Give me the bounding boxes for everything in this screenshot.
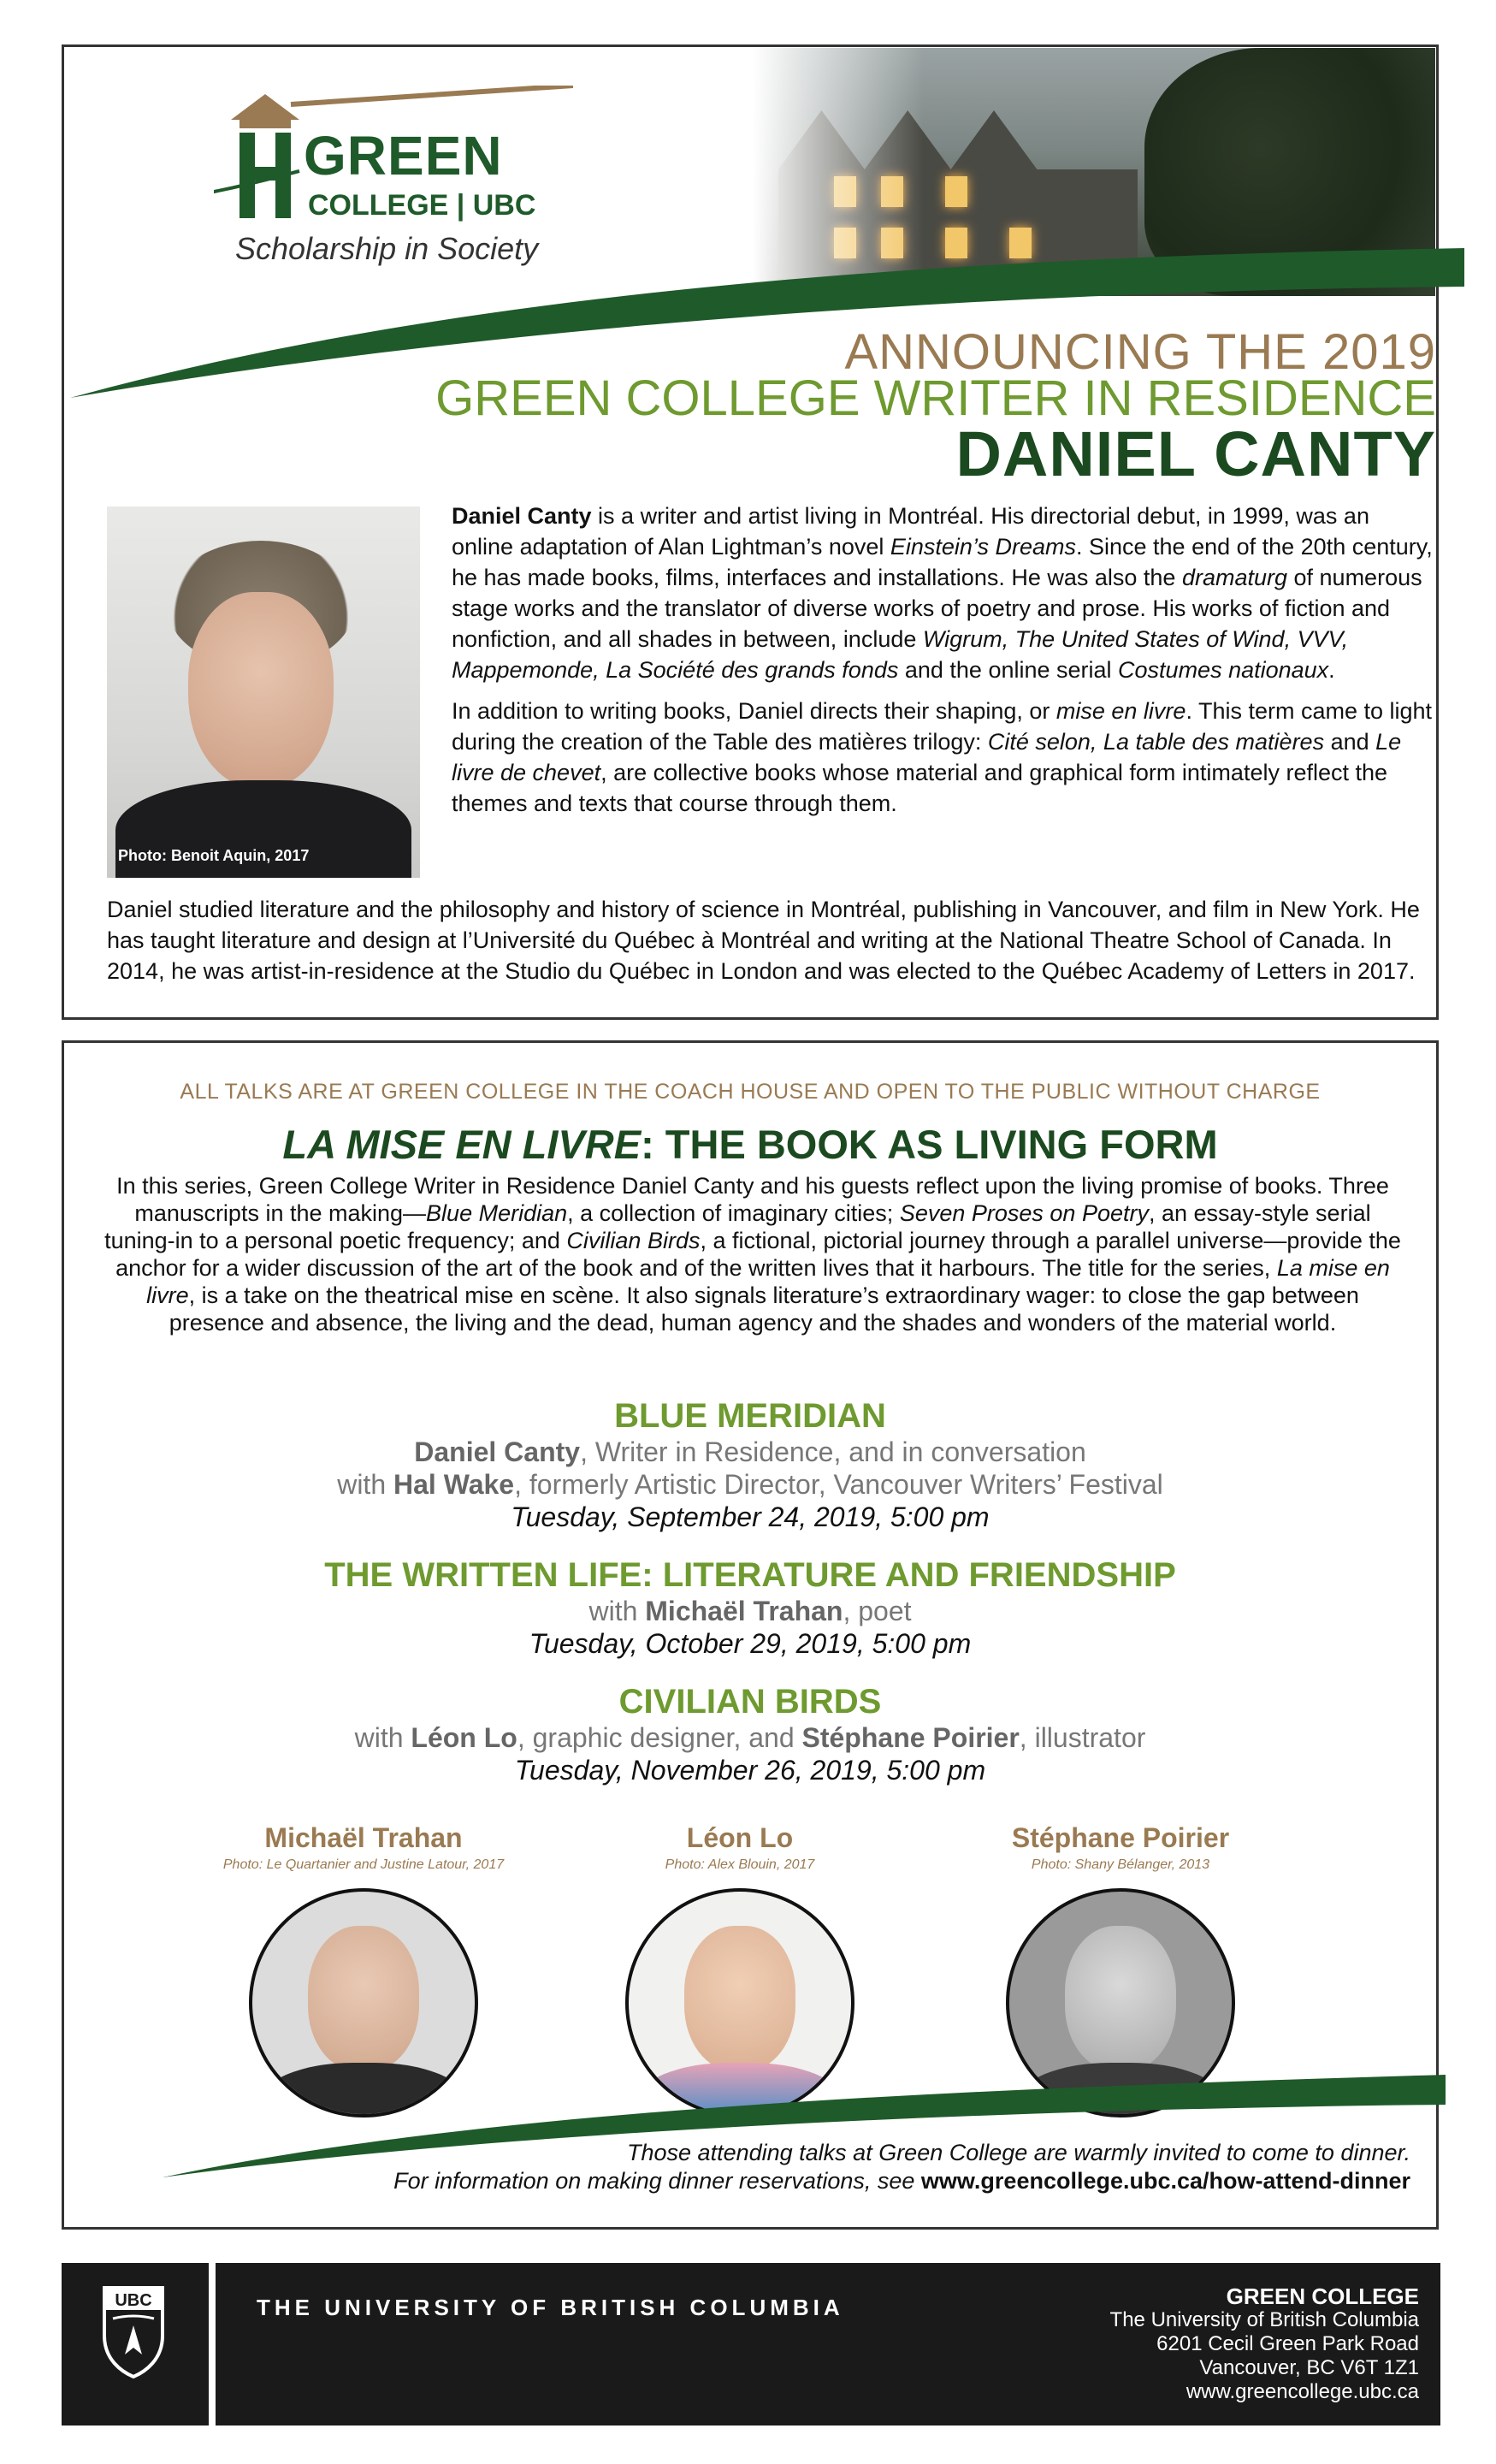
announce-line-1: ANNOUNCING THE 2019 (844, 324, 1436, 380)
dinner-line-2 (393, 2167, 1410, 2195)
event-speaker-line (62, 1436, 1439, 1468)
series-title-italic: LA MISE EN LIVRE (282, 1122, 642, 1167)
event-date: Tuesday, September 24, 2019, 5:00 pm (511, 1502, 990, 1532)
event-title: CIVILIAN BIRDS (618, 1683, 882, 1721)
daniel-canty-portrait (107, 506, 420, 878)
event-title: BLUE MERIDIAN (614, 1397, 886, 1435)
guest-name: Stéphane Poirier (1011, 1822, 1230, 1853)
logo-title-green: GREEN (304, 125, 503, 187)
bio-text-span: and the online serial (898, 657, 1119, 683)
footer-college: GREEN COLLEGE (1226, 2283, 1419, 2309)
speaker-name: Michaël Trahan (645, 1596, 843, 1626)
dinner-note (393, 2139, 1410, 2195)
desc-span: , an essay-style serial tuning-in to a personal poetic frequency; and (104, 1200, 1371, 1253)
dinner-text: For information on making dinner reservations, see (393, 2168, 921, 2194)
speaker-name: Stéphane Poirier (801, 1722, 1020, 1753)
speaker-role: , poet (843, 1596, 912, 1626)
desc-span: , a fictional, pictorial journey through a parallel universe—provide the anchor for a wider discussion of the art of the book and of the written lives that it harbours. The title for the series, (115, 1228, 1401, 1281)
bio-text-span: and (1324, 729, 1376, 755)
bio-text-span: is a writer and artist living in Montréal. His directorial debut, in 1999, was an online adaptation of Alan Lightman’s novel (452, 503, 1369, 560)
logo-tagline: Scholarship in Society (235, 231, 539, 266)
event-date: Tuesday, November 26, 2019, 5:00 pm (514, 1755, 986, 1786)
work-title: Einstein’s Dreams (890, 534, 1076, 560)
with-label: with (588, 1596, 646, 1626)
bio-paragraph-1 (452, 500, 1435, 685)
footer-addr-line-1: The University of British Columbia (1109, 2308, 1419, 2331)
writer-name-heading: DANIEL CANTY (955, 418, 1436, 489)
bio-text-span: . (1328, 657, 1335, 683)
speaker-name: Hal Wake (393, 1469, 515, 1500)
guest-name: Michaël Trahan (264, 1822, 463, 1853)
desc-span: , a collection of imaginary cities; (567, 1200, 900, 1226)
bio-text-span: . This term came to light during the creation of the Table des matières trilogy: (452, 698, 1433, 755)
work-title: Cité selon, La table des matières (987, 729, 1325, 755)
announce-line-2: GREEN COLLEGE WRITER IN RESIDENCE (435, 370, 1436, 426)
bio-text (452, 500, 1435, 829)
work-title: Blue Meridian (426, 1200, 568, 1226)
work-title: Costumes nationaux (1118, 657, 1329, 683)
desc-span: In this series, Green College Writer in Residence Daniel Canty and his guests reflect upon the living promise of books. Three manuscripts in the making— (116, 1173, 1389, 1226)
guest-name: Léon Lo (686, 1822, 794, 1853)
speaker-name: Daniel Canty (414, 1436, 581, 1467)
work-title: Wigrum, The United States of Wind, VVV, Mappemonde, La Société des grands fonds (452, 626, 1349, 683)
footer-addr-line-3: Vancouver, BC V6T 1Z1 (1199, 2356, 1419, 2379)
series-title-rest: : THE BOOK AS LIVING FORM (641, 1122, 1218, 1167)
ubc-crest-icon (101, 2284, 166, 2378)
guest-photo-credit: Photo: Shany Bélanger, 2013 (1031, 1857, 1210, 1872)
logo-title-college-ubc: COLLEGE | UBC (308, 189, 536, 222)
footer-address (1110, 2284, 1419, 2404)
portrait-credit: Photo: Benoit Aquin, 2017 (118, 847, 310, 864)
work-title: dramaturg (1181, 565, 1288, 590)
series-title (62, 1121, 1439, 1168)
desc-span: , is a take on the theatrical mise en scène. It also signals literature’s extraordinary wager: to close the gap between presence and absence, the living and the dead, human agency and the shades and wonders of the material world. (169, 1282, 1359, 1336)
work-title: Civilian Birds (566, 1228, 701, 1253)
ubc-crest-text: UBC (115, 2291, 152, 2310)
with-label: with (354, 1722, 411, 1753)
bio-paragraph-2 (452, 696, 1435, 819)
speaker-role: , formerly Artistic Director, Vancouver Writers’ Festival (514, 1469, 1163, 1500)
event-blue-meridian (62, 1396, 1439, 1533)
work-title: La mise en livre (146, 1255, 1390, 1308)
talks-location-note: ALL TALKS ARE AT GREEN COLLEGE IN THE COACH HOUSE AND OPEN TO THE PUBLIC WITHOUT CHARGE (180, 1080, 1321, 1104)
work-title: mise en livre (1055, 698, 1186, 724)
speaker-role: , Writer in Residence, and in conversation (580, 1436, 1086, 1467)
bio-paragraph-3: Daniel studied literature and the philosophy and history of science in Montréal, publishing in Vancouver, and film in New York. He has taught literature and design at l’Université du Québec à Montréal and writing at the National Theatre School of Canada. In 2014, he was artist-in-residence at the Studio du Québec in London and was elected to the Québec Academy of Letters in 2017. (107, 897, 1420, 984)
event-guest-line (62, 1468, 1439, 1501)
dinner-line-1: Those attending talks at Green College are warmly invited to come to dinner. (627, 2140, 1410, 2165)
bio-text-span: . Since the end of the 20th century, he has made books, films, interfaces and installations. He was also the (452, 534, 1433, 590)
footer-website-link[interactable]: www.greencollege.ubc.ca (1186, 2380, 1419, 2403)
guest-photo-credit: Photo: Le Quartanier and Justine Latour, 2017 (222, 1857, 505, 1872)
bio-text-span: In addition to writing books, Daniel directs their shaping, or (452, 698, 1056, 724)
series-description (103, 1172, 1403, 1336)
event-title: THE WRITTEN LIFE: LITERATURE AND FRIENDSHIP (324, 1556, 1176, 1594)
event-civilian-birds (62, 1682, 1439, 1786)
with-label: with (337, 1469, 393, 1500)
work-title: Le livre de chevet (452, 729, 1402, 785)
footer-addr-line-2: 6201 Cecil Green Park Road (1156, 2332, 1419, 2355)
bio-name: Daniel Canty (452, 503, 592, 529)
guest-photo-credit: Photo: Alex Blouin, 2017 (665, 1857, 815, 1872)
event-date: Tuesday, October 29, 2019, 5:00 pm (529, 1628, 972, 1659)
bio-text-span: of numerous stage works and the translator of diverse works of poetry and prose. His works of fiction and nonfiction, and all shades in between, include (452, 565, 1422, 652)
event-guest-line (62, 1595, 1439, 1627)
event-guest-line (62, 1721, 1439, 1754)
speaker-role: , graphic designer, and (517, 1722, 802, 1753)
bio-text-span: , are collective books whose material and graphical form intimately reflect the themes and texts that course through them. (452, 760, 1388, 816)
work-title: Seven Proses on Poetry (899, 1200, 1149, 1226)
event-written-life (62, 1555, 1439, 1660)
speaker-role: , illustrator (1019, 1722, 1146, 1753)
dinner-url-link[interactable]: www.greencollege.ubc.ca/how-attend-dinner (920, 2168, 1410, 2194)
university-name: THE UNIVERSITY OF BRITISH COLUMBIA (257, 2295, 844, 2320)
speaker-name: Léon Lo (411, 1722, 517, 1753)
